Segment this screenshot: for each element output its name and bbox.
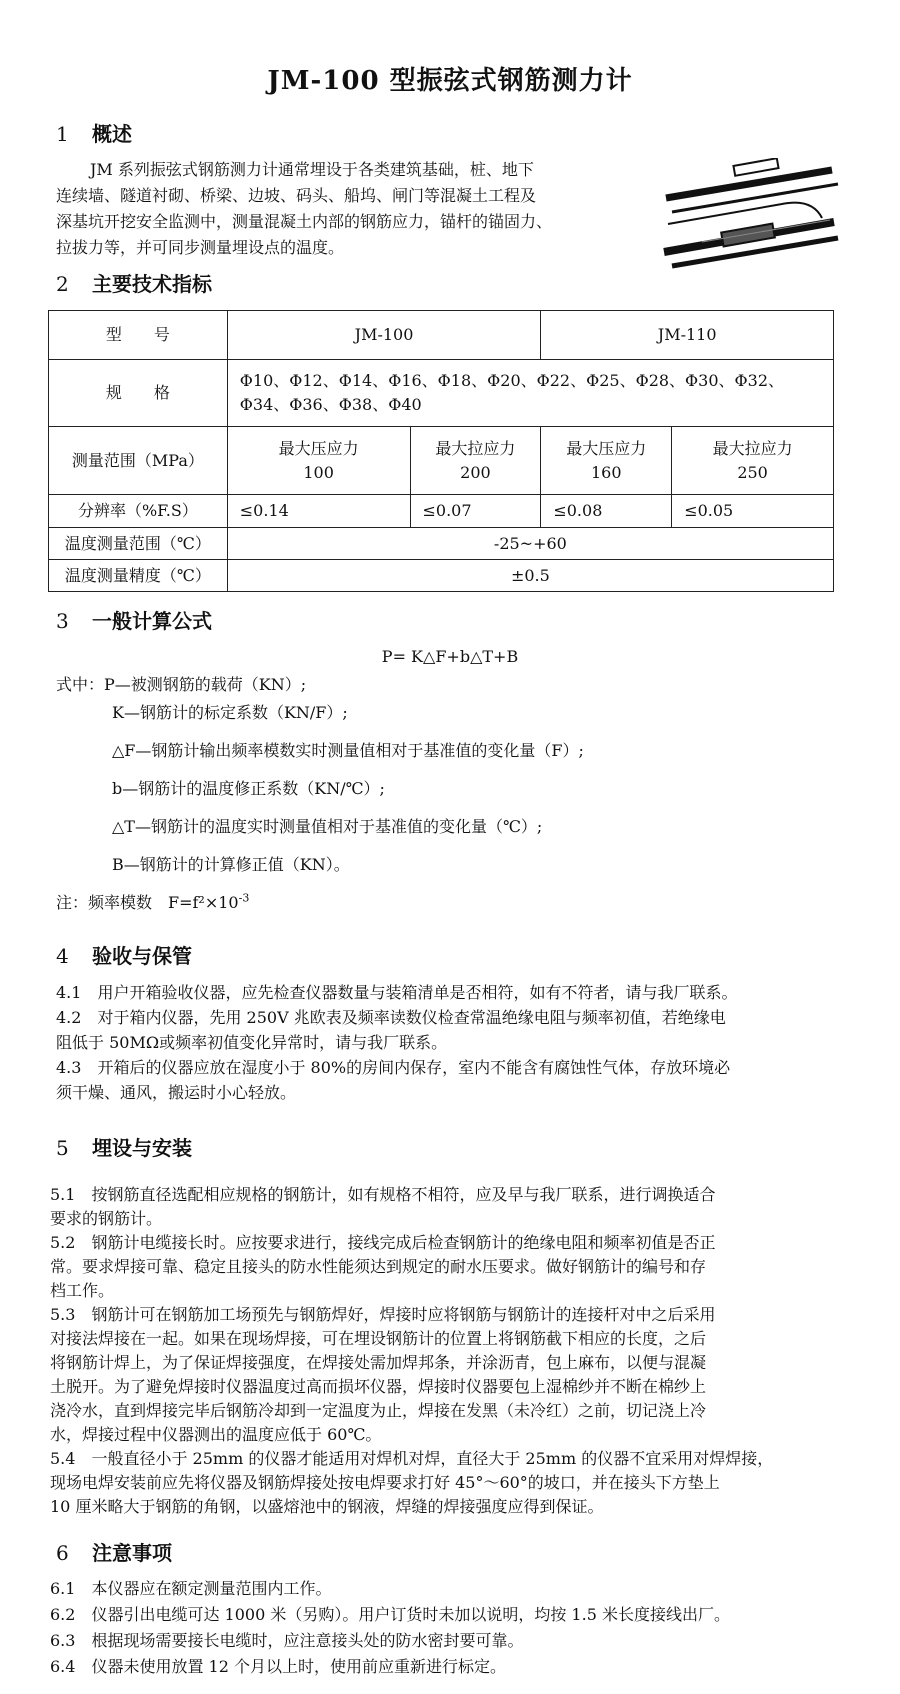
section-title: 一般计算公式 [92,609,212,633]
range-value: 100 [303,462,334,482]
range-value: 160 [590,462,622,482]
overview-line: 深基坑开挖安全监测中，测量混凝土内部的钢筋应力，锚杆的锚固力、 [56,212,553,231]
table-row [49,311,834,360]
section-number: 6 [56,1541,69,1565]
formula-def: 式中：P—被测钢筋的载荷（KN）; [56,675,307,694]
section-title: 概述 [92,122,132,146]
rebar-meter-photo [662,158,842,270]
range-label: 测量范围（MPa） [49,427,228,495]
model-b: JM-110 [541,311,834,360]
formula-def: △F—钢筋计输出频率模数实时测量值相对于基准值的变化量（F）; [112,741,584,760]
resolution-value: ≤0.05 [672,495,834,528]
model-a: JM-100 [227,311,541,360]
model-label: 型 号 [49,311,228,360]
install-line: 档工作。 [50,1281,115,1300]
install-line: 常。要求焊接可靠、稳定且接头的防水性能须达到规定的耐水压要求。做好钢筋计的编号和存 [50,1257,707,1276]
notes-line: 6.3 根据现场需要接长电缆时，应注意接头处的防水密封要可靠。 [50,1631,524,1650]
install-line: 5.2 钢筋计电缆接长时。应按要求进行，接线完成后检查钢筋计的绝缘电阻和频率初值是否正 [50,1233,716,1252]
formula-def: △T—钢筋计的温度实时测量值相对于基准值的变化量（℃）; [112,817,543,836]
table-row [49,427,834,495]
acceptance-line: 4.2 对于箱内仪器，先用 250V 兆欧表及频率读数仪检查常温绝缘电阻与频率初值，若绝缘电 [56,1008,726,1027]
document-title: JM-100 型振弦式钢筋测力计 [267,66,633,96]
overview-line: 拉拔力等，并可同步测量埋设点的温度。 [56,238,345,257]
section-6-heading [56,1537,172,1566]
section-number: 1 [56,122,69,146]
range-cell [227,427,410,495]
temp-accuracy-value: ±0.5 [227,560,833,592]
range-cell [672,427,834,495]
spec-table [48,310,834,592]
formula-def: B—钢筋计的计算修正值（KN）。 [112,855,350,874]
resolution-value: ≤0.07 [410,495,541,528]
temp-range-label: 温度测量范围（℃） [49,528,228,560]
range-cell [541,427,672,495]
resolution-value: ≤0.08 [541,495,672,528]
overview-line: 连续墙、隧道衬砌、桥梁、边坡、码头、船坞、闸门等混凝土工程及 [56,186,537,205]
notes-line: 6.1 本仪器应在额定测量范围内工作。 [50,1579,332,1598]
install-line: 5.4 一般直径小于 25mm 的仪器才能适用对焊机对焊，直径大于 25mm 的仪器不宜采用对焊焊接， [50,1449,774,1468]
install-line: 10 厘米略大于钢筋的角钢，以盛熔池中的钢液，焊缝的焊接强度应得到保证。 [50,1497,604,1516]
section-title: 主要技术指标 [92,272,212,296]
formula-note [56,890,249,913]
note-text: 注：频率模数 F=f²×10 [56,893,239,912]
install-line: 要求的钢筋计。 [50,1209,163,1228]
section-title: 埋设与安装 [92,1136,192,1160]
range-type: 最大压应力 [278,438,359,458]
table-row [49,495,834,528]
install-line: 5.3 钢筋计可在钢筋加工场预先与钢筋焊好，焊接时应将钢筋与钢筋计的连接杆对中之后采用 [50,1305,716,1324]
acceptance-line: 须干燥、通风，搬运时小心轻放。 [56,1083,297,1102]
install-line: 水，焊接过程中仪器测出的温度应低于 60℃。 [50,1425,382,1444]
table-row [49,360,834,427]
install-line: 5.1 按钢筋直径选配相应规格的钢筋计，如有规格不相符，应及早与我厂联系，进行调换适合 [50,1185,716,1204]
range-type: 最大压应力 [566,438,647,458]
section-title: 验收与保管 [92,944,192,968]
section-4-heading [56,940,192,969]
install-line: 土脱开。为了避免焊接时仪器温度过高而损坏仪器，焊接时仪器要包上湿棉纱并不断在棉纱上 [50,1377,707,1396]
section-number: 5 [56,1136,69,1160]
formula-def: b—钢筋计的温度修正系数（KN/℃）; [112,779,385,798]
section-number: 2 [56,272,69,296]
temp-range-value: -25~+60 [227,528,833,560]
section-3-heading [56,605,212,634]
table-row [49,560,834,592]
section-number: 4 [56,944,69,968]
spec-values [227,360,833,427]
section-title: 注意事项 [92,1541,172,1565]
section-2-heading [56,268,212,297]
notes-line: 6.2 仪器引出电缆可达 1000 米（另购）。用户订货时未加以说明，均按 1.5 米长度接线出厂。 [50,1605,730,1624]
section-5-heading [56,1132,192,1161]
spec-label: 规 格 [49,360,228,427]
notes-line: 6.4 仪器未使用放置 12 个月以上时，使用前应重新进行标定。 [50,1657,506,1676]
section-1-heading [56,118,132,147]
resolution-label: 分辨率（%F.S） [49,495,228,528]
range-cell [410,427,541,495]
section-number: 3 [56,609,69,633]
formula-def: K—钢筋计的标定系数（KN/F）; [112,703,348,722]
install-line: 现场电焊安装前应先将仪器及钢筋焊接处按电焊要求打好 45°～60°的坡口，并在接头下方垫上 [50,1473,720,1492]
range-value: 250 [737,462,768,482]
install-line: 浇冷水，直到焊接完毕后钢筋冷却到一定温度为止，焊接在发黑（未冷红）之前，切记浇上冷 [50,1401,707,1420]
acceptance-line: 4.3 开箱后的仪器应放在湿度小于 80%的房间内保存，室内不能含有腐蚀性气体，存放环境必 [56,1058,731,1077]
spec-line: Φ10、Φ12、Φ14、Φ16、Φ18、Φ20、Φ22、Φ25、Φ28、Φ30、Φ32、 [239,371,785,390]
table-row [49,528,834,560]
range-type: 最大拉应力 [435,438,516,458]
range-type: 最大拉应力 [712,438,793,458]
install-line: 将钢筋计焊上，为了保证焊接强度，在焊接处需加焊邦条，并涂沥青，包上麻布，以便与混凝 [50,1353,707,1372]
resolution-value: ≤0.14 [227,495,410,528]
note-exponent: -3 [238,891,250,905]
temp-accuracy-label: 温度测量精度（℃） [49,560,228,592]
acceptance-line: 阻低于 50MΩ或频率初值变化异常时，请与我厂联系。 [56,1033,448,1052]
overview-line: JM 系列振弦式钢筋测力计通常埋设于各类建筑基础，桩、地下 [90,160,534,179]
formula: P= K△F+b△T+B [381,647,519,666]
install-line: 对接法焊接在一起。如果在现场焊接，可在埋设钢筋计的位置上将钢筋截下相应的长度，之后 [50,1329,707,1348]
range-value: 200 [460,462,491,482]
spec-line: Φ34、Φ36、Φ38、Φ40 [239,395,422,414]
acceptance-line: 4.1 用户开箱验收仪器，应先检查仪器数量与装箱清单是否相符，如有不符者，请与我厂联系。 [56,983,738,1002]
